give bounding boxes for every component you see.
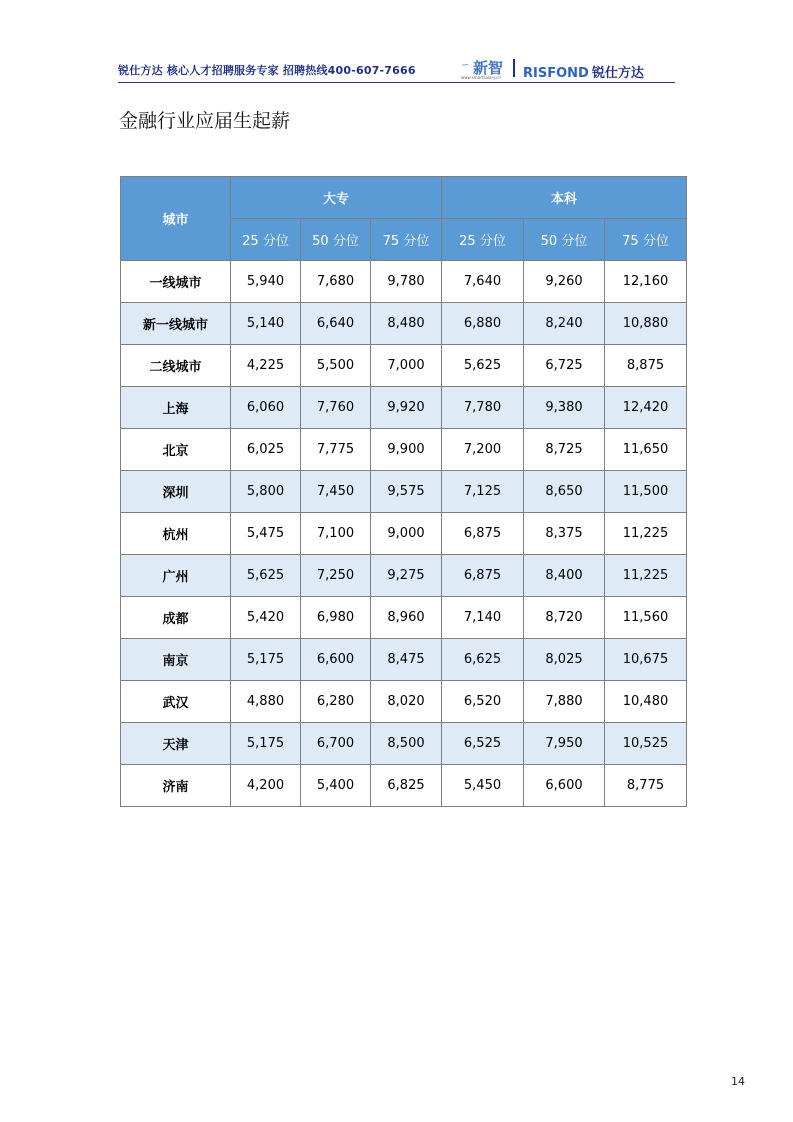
city-cell: 天津 — [121, 723, 231, 765]
group-header-dazhuan: 大专 — [231, 177, 442, 219]
salary-cell: 5,475 — [231, 513, 301, 555]
percentile-header: 50 分位 — [524, 219, 605, 261]
salary-cell: 6,060 — [231, 387, 301, 429]
city-cell: 北京 — [121, 429, 231, 471]
city-cell: 杭州 — [121, 513, 231, 555]
salary-cell: 10,525 — [605, 723, 687, 765]
table-row — [121, 261, 687, 303]
table-row — [121, 429, 687, 471]
salary-cell: 11,650 — [605, 429, 687, 471]
percentile-header: 75 分位 — [371, 219, 442, 261]
table-row — [121, 513, 687, 555]
salary-cell: 7,640 — [442, 261, 524, 303]
salary-cell: 10,675 — [605, 639, 687, 681]
salary-cell: 9,900 — [371, 429, 442, 471]
salary-cell: 7,775 — [301, 429, 371, 471]
salary-cell: 6,600 — [301, 639, 371, 681]
salary-cell: 12,420 — [605, 387, 687, 429]
salary-cell: 4,200 — [231, 765, 301, 807]
table-row — [121, 471, 687, 513]
table-row — [121, 345, 687, 387]
salary-cell: 6,980 — [301, 597, 371, 639]
salary-cell: 6,600 — [524, 765, 605, 807]
table-row — [121, 597, 687, 639]
salary-table — [120, 176, 687, 807]
group-header-benke: 本科 — [442, 177, 687, 219]
salary-cell: 9,780 — [371, 261, 442, 303]
salary-cell: 7,760 — [301, 387, 371, 429]
salary-cell: 10,880 — [605, 303, 687, 345]
salary-cell: 7,780 — [442, 387, 524, 429]
salary-cell: 6,875 — [442, 513, 524, 555]
salary-cell: 8,875 — [605, 345, 687, 387]
salary-cell: 6,520 — [442, 681, 524, 723]
page-number: 14 — [731, 1075, 745, 1088]
page-header — [118, 56, 675, 83]
salary-cell: 8,020 — [371, 681, 442, 723]
salary-cell: 8,960 — [371, 597, 442, 639]
salary-cell: 4,225 — [231, 345, 301, 387]
salary-cell: 9,000 — [371, 513, 442, 555]
city-cell: 武汉 — [121, 681, 231, 723]
salary-cell: 11,225 — [605, 513, 687, 555]
salary-cell: 8,240 — [524, 303, 605, 345]
salary-cell: 5,940 — [231, 261, 301, 303]
salary-cell: 8,725 — [524, 429, 605, 471]
salary-cell: 8,375 — [524, 513, 605, 555]
city-cell: 新一线城市 — [121, 303, 231, 345]
salary-cell: 5,140 — [231, 303, 301, 345]
salary-cell: 7,200 — [442, 429, 524, 471]
table-row — [121, 765, 687, 807]
city-cell: 南京 — [121, 639, 231, 681]
salary-cell: 7,000 — [371, 345, 442, 387]
risfond-logo — [523, 62, 644, 81]
salary-cell: 7,250 — [301, 555, 371, 597]
city-column-header: 城市 — [121, 177, 231, 261]
salary-cell: 6,625 — [442, 639, 524, 681]
table-row — [121, 387, 687, 429]
table-row — [121, 555, 687, 597]
salary-cell: 11,225 — [605, 555, 687, 597]
xinzhi-logo-name: 新智 — [473, 59, 504, 77]
table-row — [121, 723, 687, 765]
salary-cell: 9,260 — [524, 261, 605, 303]
salary-cell: 7,880 — [524, 681, 605, 723]
salary-cell: 5,420 — [231, 597, 301, 639]
salary-cell: 7,680 — [301, 261, 371, 303]
percentile-header: 50 分位 — [301, 219, 371, 261]
salary-cell: 6,875 — [442, 555, 524, 597]
salary-cell: 8,400 — [524, 555, 605, 597]
salary-cell: 5,625 — [442, 345, 524, 387]
city-cell: 一线城市 — [121, 261, 231, 303]
salary-cell: 8,500 — [371, 723, 442, 765]
table-row — [121, 681, 687, 723]
percentile-header: 25 分位 — [231, 219, 301, 261]
salary-cell: 8,775 — [605, 765, 687, 807]
salary-cell: 8,720 — [524, 597, 605, 639]
salary-cell: 8,475 — [371, 639, 442, 681]
salary-cell: 8,480 — [371, 303, 442, 345]
city-cell: 上海 — [121, 387, 231, 429]
salary-cell: 6,825 — [371, 765, 442, 807]
salary-cell: 7,450 — [301, 471, 371, 513]
percentile-header: 75 分位 — [605, 219, 687, 261]
city-cell: 成都 — [121, 597, 231, 639]
salary-cell: 5,500 — [301, 345, 371, 387]
table-row — [121, 303, 687, 345]
salary-cell: 6,525 — [442, 723, 524, 765]
salary-cell: 6,880 — [442, 303, 524, 345]
header-slogan: 锐仕方达 核心人才招聘服务专家 招聘热线400-607-7666 — [118, 64, 416, 77]
xinzhi-logo-url: www.smartsalary.cn — [461, 75, 501, 80]
salary-cell: 7,950 — [524, 723, 605, 765]
city-cell: 广州 — [121, 555, 231, 597]
salary-cell: 5,175 — [231, 639, 301, 681]
salary-cell: 12,160 — [605, 261, 687, 303]
risfond-logo-en: RISFOND — [523, 66, 589, 81]
salary-cell: 9,920 — [371, 387, 442, 429]
xinzhi-mark-icon: ∽ — [461, 60, 470, 71]
salary-cell: 6,025 — [231, 429, 301, 471]
salary-cell: 11,500 — [605, 471, 687, 513]
salary-cell: 8,025 — [524, 639, 605, 681]
salary-cell: 9,275 — [371, 555, 442, 597]
salary-cell: 6,280 — [301, 681, 371, 723]
salary-cell: 4,880 — [231, 681, 301, 723]
salary-cell: 7,140 — [442, 597, 524, 639]
salary-cell: 5,400 — [301, 765, 371, 807]
salary-cell: 9,575 — [371, 471, 442, 513]
city-cell: 济南 — [121, 765, 231, 807]
salary-cell: 6,725 — [524, 345, 605, 387]
table-row — [121, 639, 687, 681]
salary-cell: 5,625 — [231, 555, 301, 597]
salary-cell: 8,650 — [524, 471, 605, 513]
page-title: 金融行业应届生起薪 — [119, 110, 291, 132]
city-cell: 深圳 — [121, 471, 231, 513]
salary-cell: 11,560 — [605, 597, 687, 639]
logo-divider — [513, 59, 515, 77]
salary-cell: 6,700 — [301, 723, 371, 765]
salary-cell: 5,800 — [231, 471, 301, 513]
xinzhi-logo — [461, 57, 511, 81]
salary-cell: 10,480 — [605, 681, 687, 723]
salary-cell: 5,450 — [442, 765, 524, 807]
salary-cell: 6,640 — [301, 303, 371, 345]
city-cell: 二线城市 — [121, 345, 231, 387]
salary-cell: 9,380 — [524, 387, 605, 429]
salary-cell: 7,100 — [301, 513, 371, 555]
salary-cell: 7,125 — [442, 471, 524, 513]
percentile-header: 25 分位 — [442, 219, 524, 261]
risfond-logo-cn: 锐仕方达 — [591, 66, 644, 81]
salary-cell: 5,175 — [231, 723, 301, 765]
